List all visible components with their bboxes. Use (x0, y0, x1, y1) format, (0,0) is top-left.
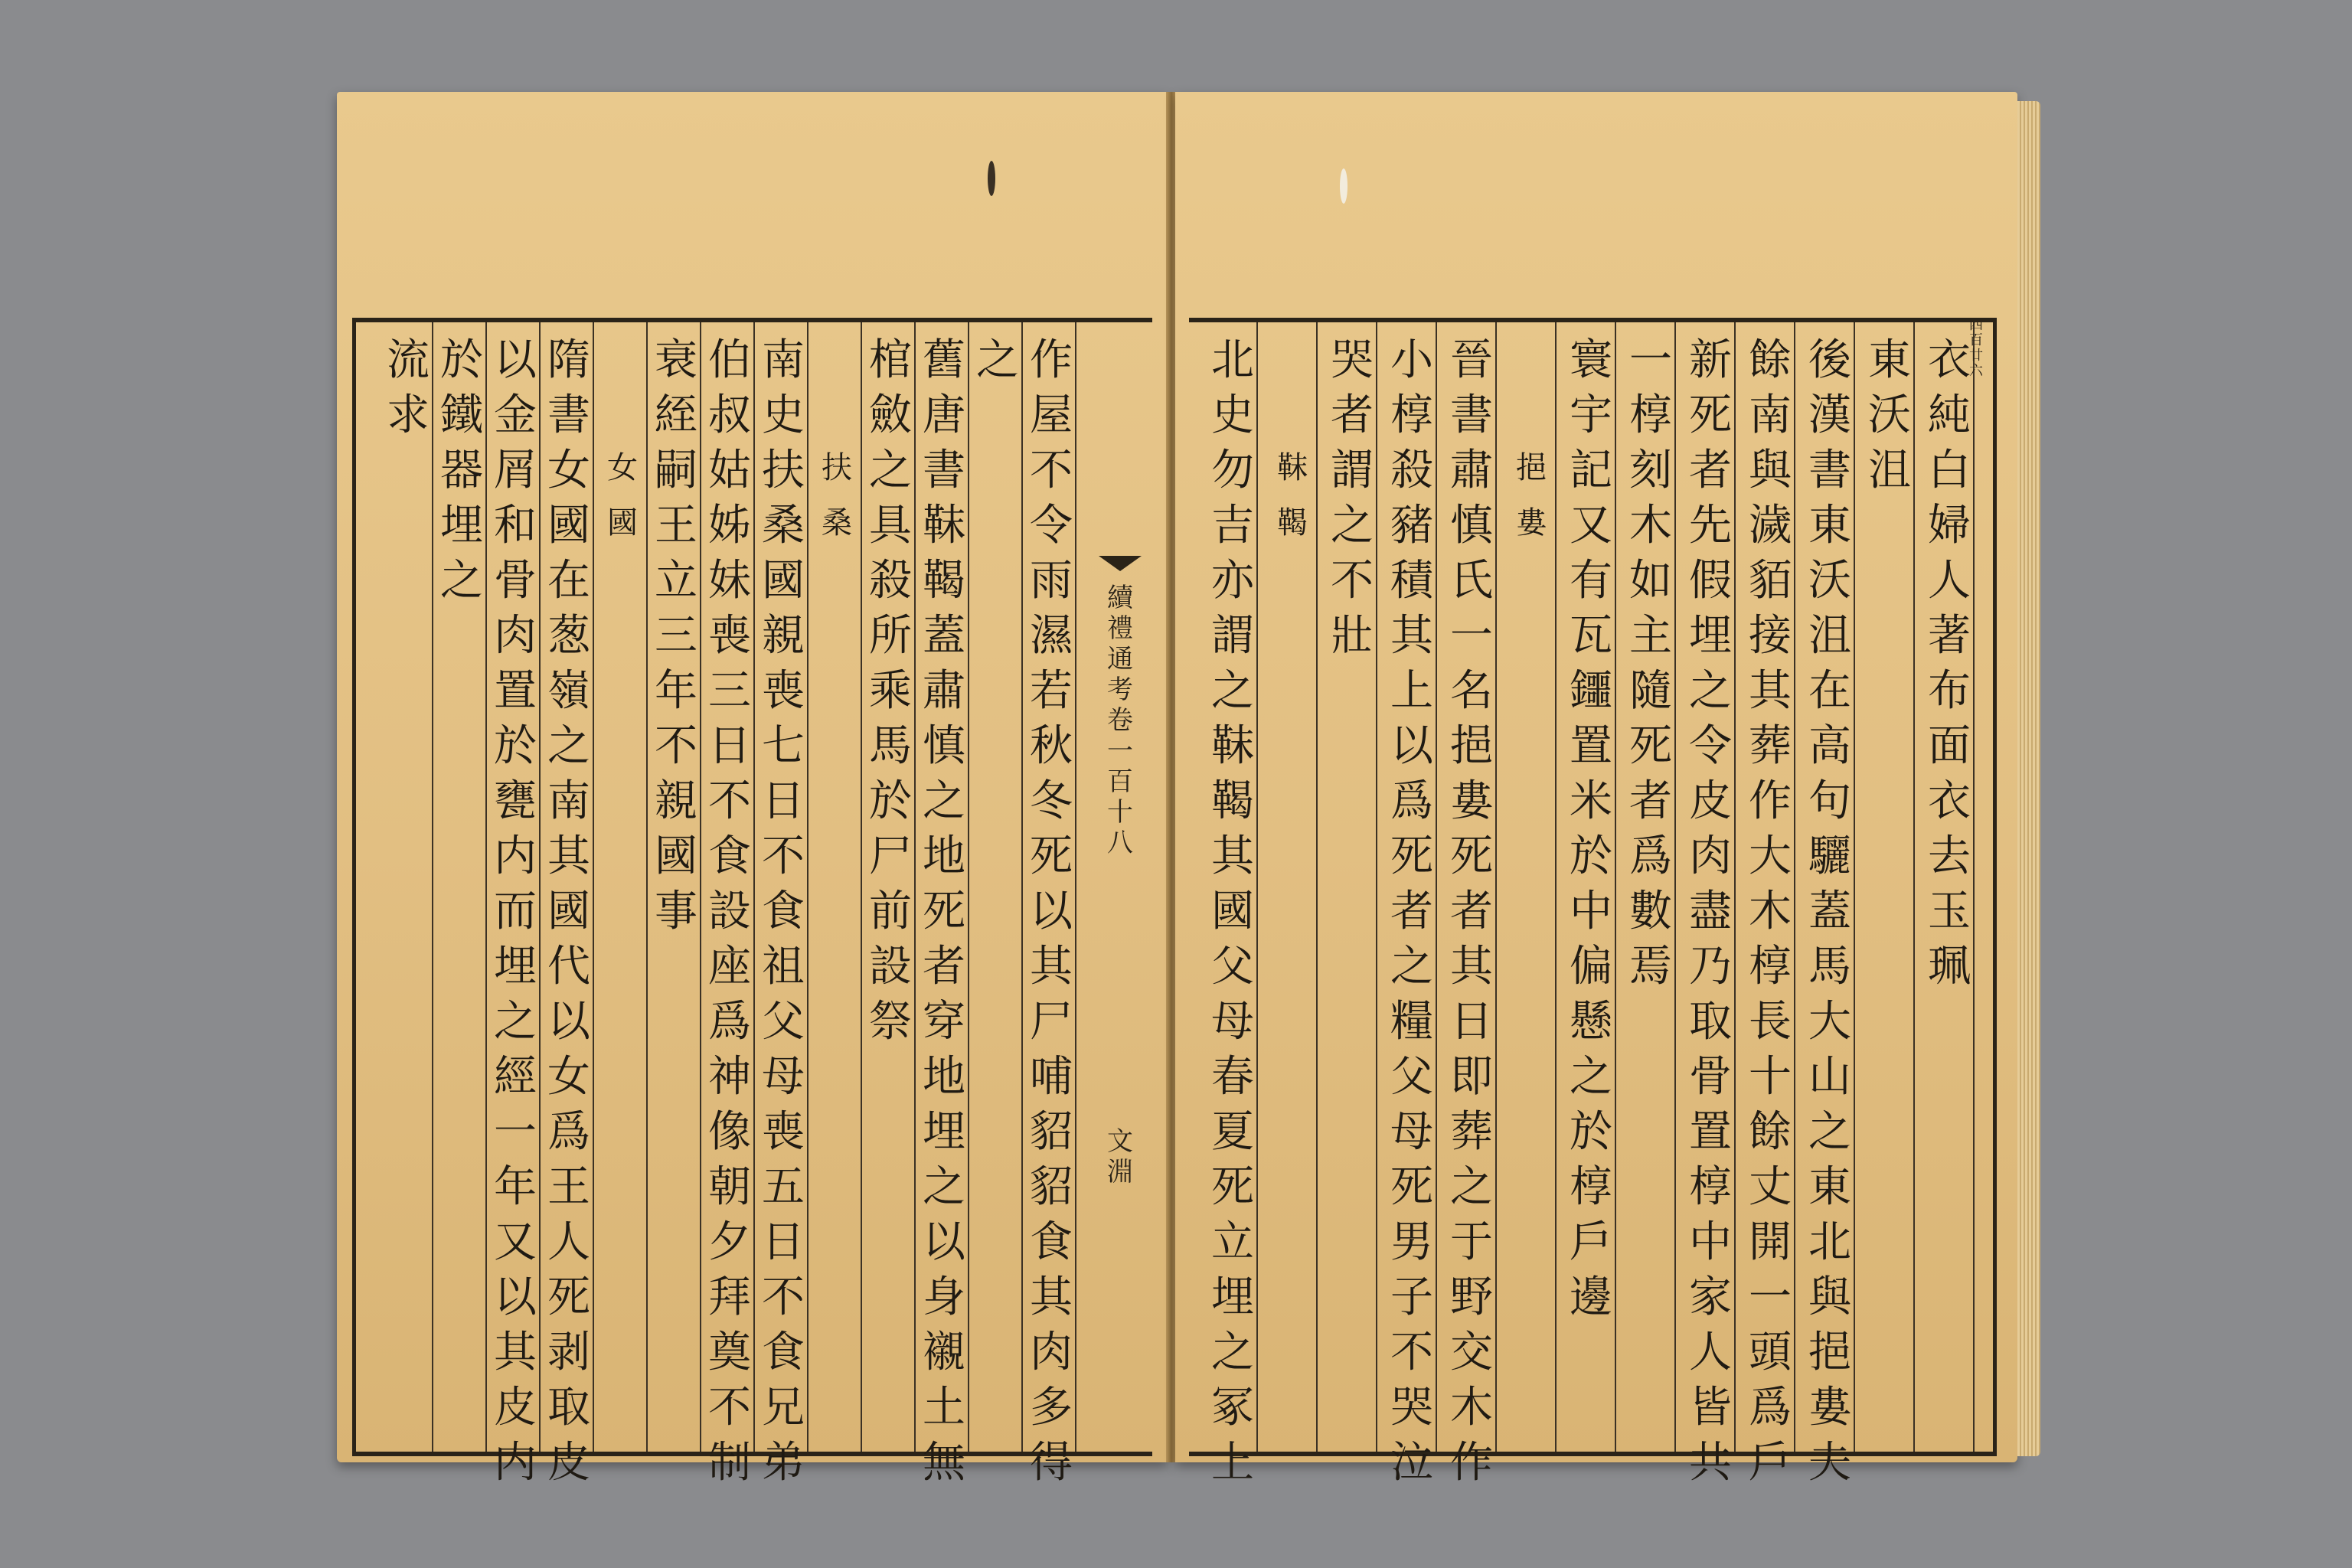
column-rule (1436, 322, 1437, 1452)
column-rule (1376, 322, 1377, 1452)
column-rule (1794, 322, 1795, 1452)
text-column: 一 椁 刻 木 如 主 隨 死 者 爲 數 焉 (1629, 335, 1672, 991)
column-rule (1021, 322, 1023, 1452)
column-rule (646, 322, 648, 1452)
text-column: 餘 南 與 濊 貊 接 其 葬 作 大 木 椁 長 十 餘 丈 開 一 頭 爲 戶 (1749, 335, 1792, 1488)
column-rule (1075, 322, 1076, 1452)
text-column: 哭 者 謂 之 不 壯 (1331, 335, 1374, 661)
column-rule (1316, 322, 1318, 1452)
column-rule (861, 322, 862, 1452)
column-rule (539, 322, 541, 1452)
text-column: 寰 宇 記 又 有 瓦 鑩 置 米 於 中 偏 懸 之 於 椁 戶 邊 (1570, 335, 1612, 1322)
column-rule (1615, 322, 1616, 1452)
column-rule (914, 322, 916, 1452)
text-column: 北 史 勿 吉 亦 謂 之 靺 鞨 其 國 父 母 春 夏 死 立 埋 之 冢 上 (1211, 335, 1254, 1488)
text-column: 東 沃 沮 (1868, 335, 1911, 495)
left-text-frame (352, 318, 1152, 1488)
column-rule (1913, 322, 1915, 1452)
text-column: 作 屋 不 令 雨 濕 若 秋 冬 死 以 其 尸 哺 貂 貂 食 其 肉 多 得 (1030, 335, 1073, 1488)
text-column: 以 金 屑 和 骨 肉 置 於 甕 内 而 埋 之 經 一 年 又 以 其 皮 内 (494, 335, 537, 1488)
fish-tail-mark (1099, 556, 1142, 571)
text-column: 女 國 (607, 450, 638, 541)
text-column: 扶 桑 (822, 450, 852, 541)
right-page (1175, 92, 2017, 1488)
column-rule (1674, 322, 1676, 1452)
left-page (337, 92, 1168, 1488)
text-column: 之 (976, 335, 1019, 385)
text-column: 靺 鞨 (1277, 450, 1308, 541)
text-column: 隋 書 女 國 在 葱 嶺 之 南 其 國 代 以 女 爲 王 人 死 剥 取 皮 (547, 335, 590, 1488)
column-rule (968, 322, 969, 1452)
margin-book-title: 續 禮 通 考 卷 一 百 十 八 (1107, 583, 1133, 858)
text-column: 小 椁 殺 豬 積 其 上 以 爲 死 者 之 糧 父 母 死 男 子 不 哭 泣 (1390, 335, 1433, 1488)
page-number: 四 百 廿 六 (1969, 317, 1983, 379)
text-column: 新 死 者 先 假 埋 之 令 皮 肉 盡 乃 取 骨 置 椁 中 家 人 皆 共 (1689, 335, 1732, 1488)
text-column: 挹 婁 (1516, 450, 1547, 541)
text-column: 舊 唐 書 靺 鞨 蓋 肅 慎 之 地 死 者 穿 地 埋 之 以 身 襯 土 無 (923, 335, 965, 1488)
column-rule (753, 322, 755, 1452)
paper-mark (1340, 168, 1348, 204)
column-rule (1973, 322, 1975, 1452)
text-column: 晉 書 肅 慎 氏 一 名 挹 婁 死 者 其 日 即 葬 之 于 野 交 木 作 (1450, 335, 1493, 1488)
text-column: 南 史 扶 桑 國 親 喪 七 日 不 食 祖 父 母 喪 五 日 不 食 兄 弟 (762, 335, 805, 1488)
column-rule (1734, 322, 1736, 1452)
text-column: 後 漢 書 東 沃 沮 在 高 句 驪 蓋 馬 大 山 之 東 北 與 挹 婁 夫 (1808, 335, 1851, 1488)
page-edges (2017, 101, 2040, 1456)
open-book (337, 92, 2044, 1488)
column-rule (807, 322, 808, 1452)
text-column: 衣 純 白 婦 人 著 布 面 衣 去 玉 珮 (1928, 335, 1971, 991)
text-column: 衰 絰 嗣 王 立 三 年 不 親 國 事 (655, 335, 697, 936)
right-text-frame (1189, 317, 1997, 1488)
margin-note: 文 淵 (1107, 1126, 1133, 1187)
column-rule (593, 322, 594, 1452)
column-rule (1555, 322, 1557, 1452)
column-rule (1854, 322, 1855, 1452)
text-column: 棺 斂 之 具 殺 所 乘 馬 於 尸 前 設 祭 (869, 335, 912, 1047)
ink-mark (988, 161, 995, 196)
column-rule (1256, 322, 1258, 1452)
column-rule (1495, 322, 1497, 1452)
text-column: 流 求 (387, 335, 430, 440)
text-column: 於 鐵 器 埋 之 (440, 335, 483, 606)
column-rule (700, 322, 701, 1452)
column-rule (485, 322, 487, 1452)
text-column: 伯 叔 姑 姊 妹 喪 三 日 不 食 設 座 爲 神 像 朝 夕 拜 奠 不 制 (708, 335, 751, 1488)
column-rule (432, 322, 433, 1452)
